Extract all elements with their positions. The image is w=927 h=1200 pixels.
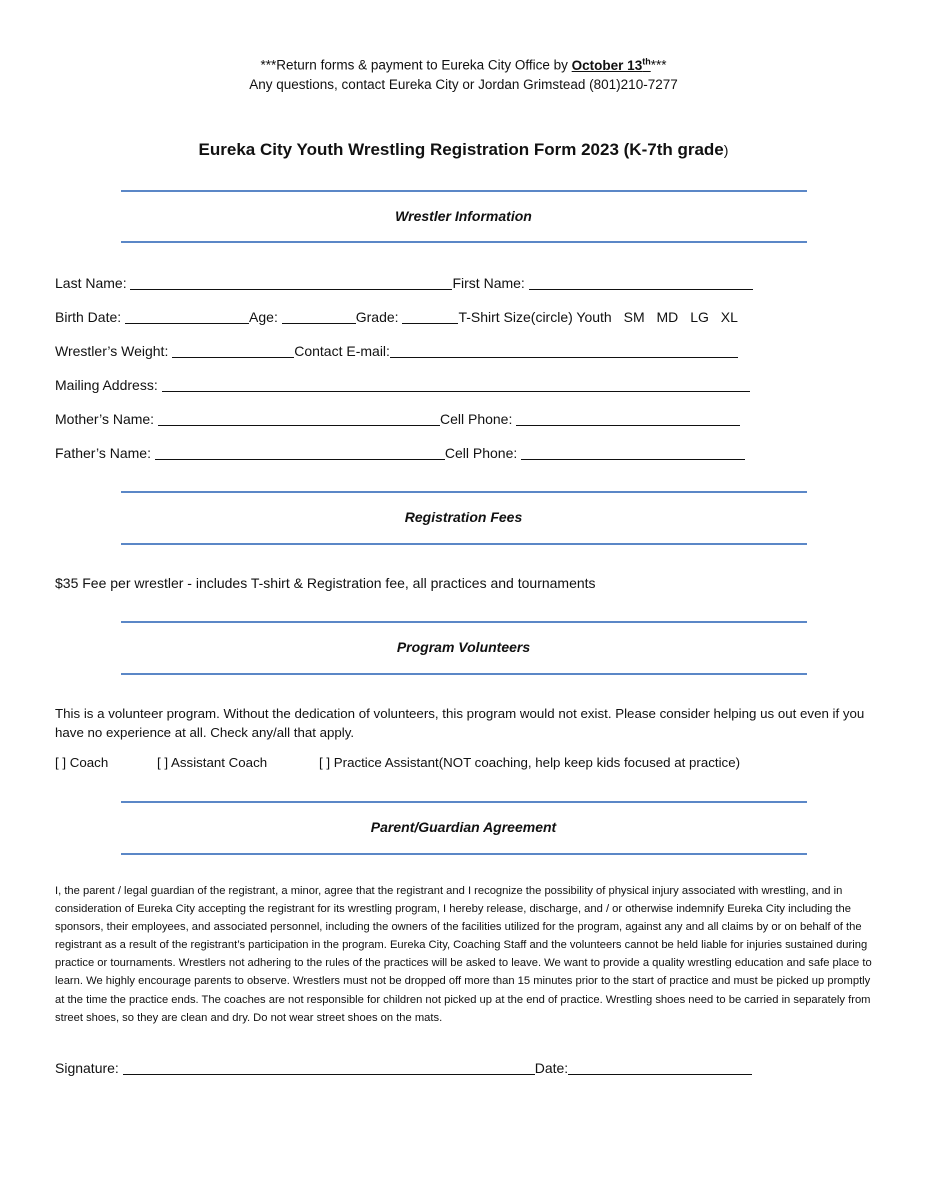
father-name-field[interactable] (155, 444, 445, 460)
row-address (55, 375, 750, 395)
size-lg[interactable]: LG (690, 309, 709, 325)
signature-field[interactable] (123, 1059, 535, 1075)
section-program-volunteers: Program Volunteers (396, 639, 531, 655)
section-rule (121, 853, 807, 855)
email-label: Contact E-mail: (294, 343, 390, 359)
weight-label: Wrestler’s Weight: (55, 343, 169, 359)
option-practice-assistant[interactable]: [ ] Practice Assistant(NOT coaching, help keep kids focused at practice) (319, 755, 741, 770)
fee-text: $35 Fee per wrestler - includes T-shirt & Registration fee, all practices and tournaments (55, 575, 596, 591)
option-assistant-coach[interactable]: [ ] Assistant Coach (157, 755, 268, 770)
row-father (55, 443, 745, 463)
section-rule (121, 801, 807, 803)
last-name-label: Last Name: (55, 275, 127, 291)
size-md[interactable]: MD (656, 309, 679, 325)
age-label: Age: (249, 309, 278, 325)
birth-date-label: Birth Date: (55, 309, 122, 325)
section-rule (121, 190, 807, 192)
father-name-label: Father’s Name: (55, 445, 151, 461)
form-title: Eureka City Youth Wrestling Registration Form 2023 (K-7th grade) (198, 140, 729, 159)
father-cell-label: Cell Phone: (444, 445, 518, 461)
volunteer-text: This is a volunteer program. Without the dedication of volunteers, this program would not exist. Please consider helping us out even if you have no experience at all. Check any/all that apply. (55, 706, 865, 740)
section-rule (121, 241, 807, 243)
notice-suffix: *** (650, 57, 667, 73)
age-field[interactable] (282, 308, 356, 324)
date-field[interactable] (568, 1059, 752, 1075)
first-name-label: First Name: (452, 275, 525, 291)
mother-name-label: Mother’s Name: (55, 411, 155, 427)
mother-name-field[interactable] (158, 410, 440, 426)
date-label: Date: (534, 1060, 569, 1076)
section-rule (121, 673, 807, 675)
mother-cell-label: Cell Phone: (439, 411, 513, 427)
size-sm[interactable]: SM (623, 309, 645, 325)
size-xl[interactable]: XL (720, 309, 738, 325)
tshirt-label: T-Shirt Size(circle) Youth (458, 309, 612, 325)
mother-cell-field[interactable] (516, 410, 740, 426)
father-cell-field[interactable] (521, 444, 745, 460)
weight-field[interactable] (172, 342, 294, 358)
notice-date: October 13th (571, 56, 651, 73)
row-mother (55, 409, 740, 429)
volunteer-options (55, 755, 855, 775)
section-wrestler-info: Wrestler Information (395, 208, 532, 224)
section-parent-agreement: Parent/Guardian Agreement (370, 819, 557, 835)
row-signature (55, 1058, 752, 1078)
section-rule (121, 491, 807, 493)
row-weight (55, 341, 738, 361)
section-rule (121, 621, 807, 623)
grade-field[interactable] (402, 308, 458, 324)
row-birth (55, 307, 738, 327)
contact-line: Any questions, contact Eureka City or Jordan Grimstead (801)210-7277 (249, 77, 678, 92)
option-coach[interactable]: [ ] Coach (55, 755, 109, 770)
email-field[interactable] (390, 342, 738, 358)
row-names (55, 273, 753, 293)
agreement-text: I, the parent / legal guardian of the registrant, a minor, agree that the registrant and I recognize the possibility of physical injury associated with wrestling, and in consideration of Eureka City accepting the registrant for its wrestling program, I hereby release, discharge, and / or otherwise indemnify Eureka City including the sponsors, their employees, and associated personnel, including the owners of the facilities utilized for the program, against any and all claims by or on behalf of the registrant as a result of the registrant’s participation in the program. Eureka City, Coaching Staff and the volunteers cannot be held liable for injuries sustained during practice or tournaments. Wrestlers not adhering to the rules of the practices will be asked to leave. We want to provide a quality wrestling education and safe place to learn. We highly encourage parents to observe. Wrestlers must not be dropped off more than 15 minutes prior to the start of practice and must be picked up promptly at the time the practice ends. The coaches are not responsible for children not picked up at the end of practice. Wrestling shoes need to be carried in separately from street shoes, so they are clean and dry. Do not wear street shoes on the mats. (55, 885, 872, 1024)
return-notice (0, 56, 927, 73)
address-field[interactable] (162, 376, 750, 392)
birth-date-field[interactable] (125, 308, 249, 324)
last-name-field[interactable] (130, 274, 452, 290)
notice-prefix: ***Return forms & payment to Eureka City Office by (260, 57, 572, 73)
first-name-field[interactable] (529, 274, 753, 290)
grade-label: Grade: (355, 309, 399, 325)
section-registration-fees: Registration Fees (404, 509, 523, 525)
address-label: Mailing Address: (55, 377, 158, 393)
signature-label: Signature: (55, 1060, 119, 1076)
section-rule (121, 543, 807, 545)
